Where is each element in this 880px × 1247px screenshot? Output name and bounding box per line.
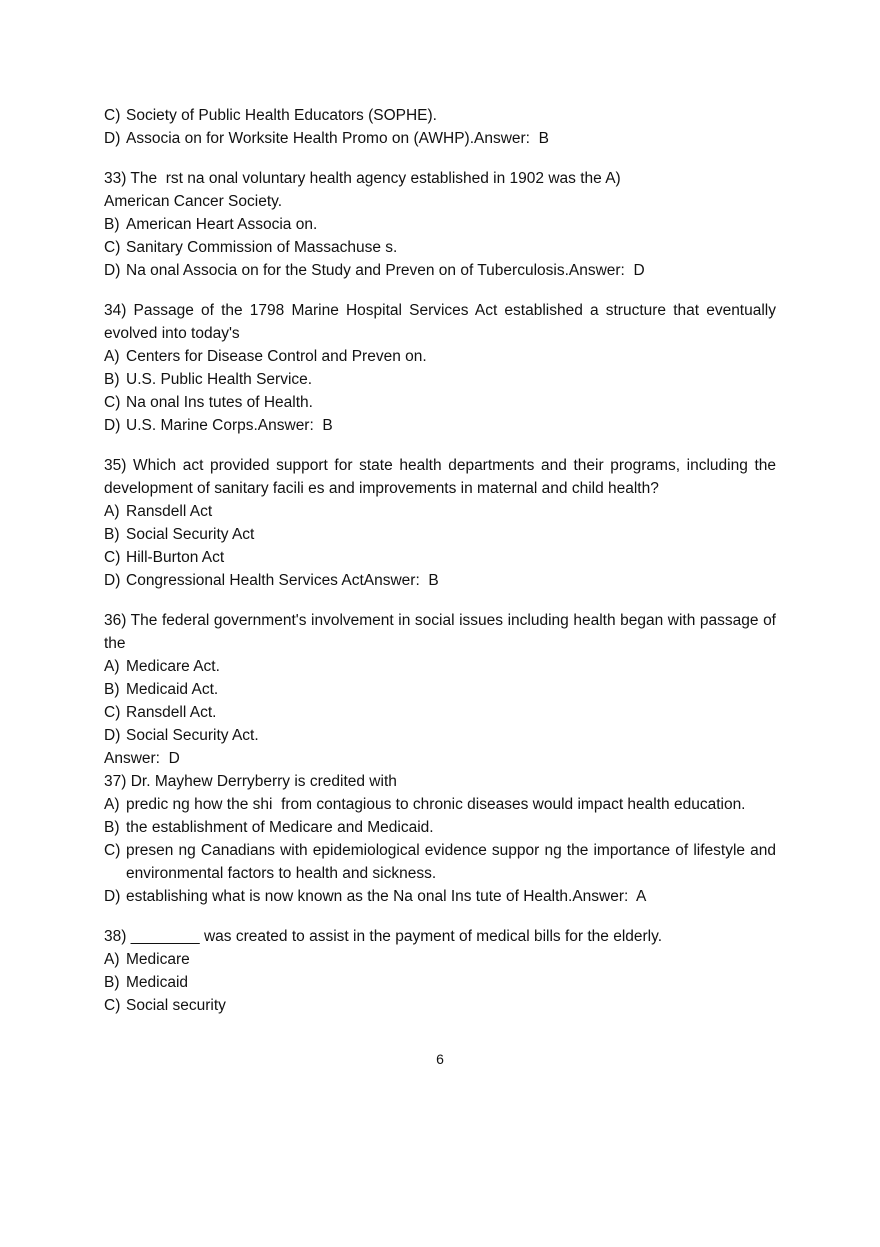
q34-option-a: [104, 345, 776, 368]
option-text: Ransdell Act: [126, 503, 213, 520]
option-text: Na onal Ins tutes of Health.: [126, 394, 313, 411]
option-text: presen ng Canadians with epidemiological evidence suppor ng the importance of lifestyle and environmental factors to health and sickness.: [126, 842, 781, 882]
option-label: C): [104, 394, 121, 411]
q33-option-d: [104, 259, 776, 282]
option-label: D): [104, 888, 121, 905]
spacer: [104, 282, 776, 299]
option-text: Medicare: [126, 951, 190, 968]
option-label: D): [104, 417, 121, 434]
q36-option-c: [104, 701, 776, 724]
q34-option-d: [104, 414, 776, 437]
option-text: U.S. Marine Corps.Answer: B: [126, 417, 333, 434]
option-label: A): [104, 503, 120, 520]
option-text: U.S. Public Health Service.: [126, 371, 313, 388]
q37-option-b: [104, 816, 776, 839]
option-text: Social Security Act.: [126, 727, 259, 744]
option-label: D): [104, 262, 121, 279]
q37-stem: 37) Dr. Mayhew Derryberry is credited with: [104, 773, 397, 790]
spacer: [104, 150, 776, 167]
q38-option-a: [104, 948, 776, 971]
page-number: 6: [436, 1051, 444, 1067]
option-label: C): [104, 997, 121, 1014]
spacer: [104, 437, 776, 454]
option-label: B): [104, 974, 120, 991]
q36-option-a: [104, 655, 776, 678]
spacer: [104, 908, 776, 925]
option-text: Society of Public Health Educators (SOPHE).: [126, 107, 437, 124]
q35-option-d: [104, 569, 776, 592]
option-label: B): [104, 216, 120, 233]
q38-option-c: [104, 994, 776, 1017]
option-label: B): [104, 819, 120, 836]
q36-option-b: [104, 678, 776, 701]
option-label: A): [104, 796, 120, 813]
q37-option-c: [104, 839, 781, 885]
option-text: establishing what is now known as the Na onal Ins tute of Health.Answer: A: [126, 888, 647, 905]
q35-option-a: [104, 500, 776, 523]
q37-option-d: [104, 885, 776, 908]
q37-option-a: [104, 793, 776, 816]
q38-option-b: [104, 971, 776, 994]
option-label: D): [104, 727, 121, 744]
option-text: Hill-Burton Act: [126, 549, 225, 566]
q33-option-b: [104, 213, 776, 236]
q35-option-c: [104, 546, 776, 569]
option-text: American Heart Associa on.: [126, 216, 318, 233]
option-label: A): [104, 951, 120, 968]
q32-option-c: [104, 104, 776, 127]
option-text: Sanitary Commission of Massachuse s.: [126, 239, 398, 256]
q33-stem: 33) The rst na onal voluntary health agency established in 1902 was the A): [104, 170, 621, 187]
option-text: Congressional Health Services ActAnswer: B: [126, 572, 439, 589]
option-text: Na onal Associa on for the Study and Preven on of Tuberculosis.Answer: D: [126, 262, 645, 279]
option-label: C): [104, 107, 121, 124]
q33-stem-continued: American Cancer Society.: [104, 193, 283, 210]
option-label: A): [104, 348, 120, 365]
option-label: C): [104, 842, 121, 859]
option-text: Medicaid Act.: [126, 681, 219, 698]
option-text: Associa on for Worksite Health Promo on (AWHP).Answer: B: [126, 130, 549, 147]
option-text: Ransdell Act.: [126, 704, 217, 721]
spacer: [104, 592, 776, 609]
q34-option-b: [104, 368, 776, 391]
document-page: [104, 104, 781, 1017]
q34-stem: 34) Passage of the 1798 Marine Hospital Services Act established a structure that eventually evolved into today's: [104, 302, 776, 342]
q36-option-d: [104, 724, 776, 747]
option-label: C): [104, 239, 121, 256]
q32-option-d: [104, 127, 776, 150]
option-text: Social Security Act: [126, 526, 255, 543]
option-label: B): [104, 681, 120, 698]
q38-stem: 38) ________ was created to assist in the payment of medical bills for the elderly.: [104, 928, 663, 945]
option-text: Social security: [126, 997, 226, 1014]
option-text: Medicaid: [126, 974, 189, 991]
q35-stem: 35) Which act provided support for state health departments and their programs, including the development of sanitary facili es and improvements in maternal and child health?: [104, 457, 776, 497]
option-text: the establishment of Medicare and Medicaid.: [126, 819, 434, 836]
option-label: D): [104, 130, 121, 147]
option-label: D): [104, 572, 121, 589]
q35-option-b: [104, 523, 776, 546]
option-label: A): [104, 658, 120, 675]
option-label: C): [104, 704, 121, 721]
option-text: predic ng how the shi from contagious to chronic diseases would impact health education.: [126, 796, 746, 813]
option-label: B): [104, 526, 120, 543]
q33-option-c: [104, 236, 776, 259]
option-label: B): [104, 371, 120, 388]
option-text: Medicare Act.: [126, 658, 220, 675]
q36-stem: 36) The federal government's involvement in social issues including health began with passage of the: [104, 612, 776, 652]
q36-answer: Answer: D: [104, 750, 180, 767]
option-text: Centers for Disease Control and Preven on.: [126, 348, 427, 365]
option-label: C): [104, 549, 121, 566]
q34-option-c: [104, 391, 776, 414]
